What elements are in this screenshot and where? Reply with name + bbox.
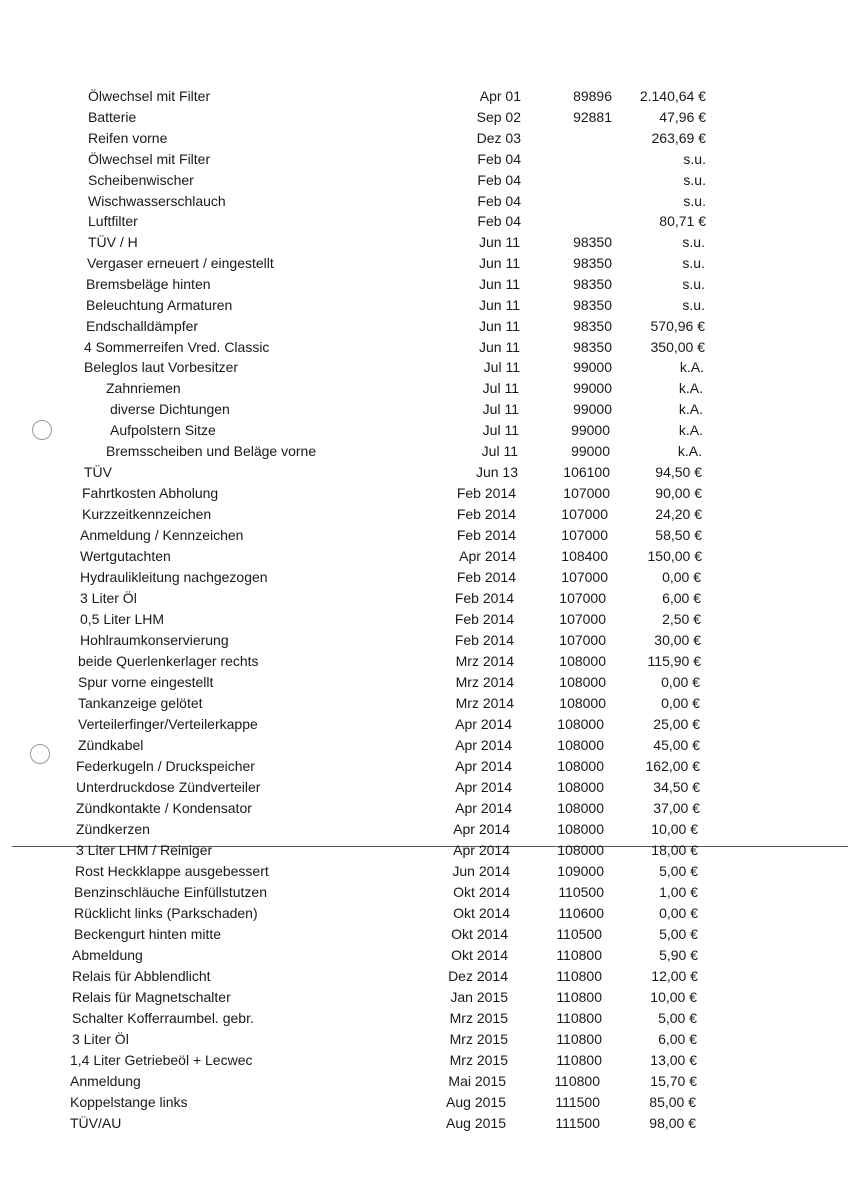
table-row [0, 1113, 849, 1134]
item-mileage: 99000 [573, 401, 612, 417]
table-row [0, 274, 849, 295]
item-date: Feb 2014 [456, 527, 516, 543]
item-description: Verteilerfinger/Verteilerkappe [78, 716, 258, 732]
item-description: Anmeldung / Kennzeichen [80, 527, 244, 543]
item-mileage: 92881 [573, 109, 612, 125]
item-cost: 0,00 € [661, 695, 700, 711]
item-mileage: 107000 [561, 569, 608, 585]
item-cost: 90,00 € [655, 485, 702, 501]
table-row [0, 86, 849, 107]
item-date: Feb 04 [477, 151, 521, 167]
item-description: Benzinschläuche Einfüllstutzen [74, 884, 268, 900]
item-date: Feb 04 [477, 213, 521, 229]
item-cost: 6,00 € [658, 1031, 697, 1047]
item-mileage: 99000 [571, 443, 610, 459]
table-row [0, 107, 849, 128]
item-description: Kurzzeitkennzeichen [82, 506, 212, 522]
item-date: Okt 2014 [451, 947, 508, 963]
item-mileage: 110800 [556, 1052, 602, 1068]
table-row [0, 567, 849, 588]
table-row [0, 1071, 849, 1092]
item-mileage: 107000 [561, 527, 608, 543]
item-cost: s.u. [682, 255, 705, 271]
item-description: 4 Sommerreifen Vred. Classic [84, 339, 270, 355]
item-date: Jul 11 [481, 443, 518, 459]
item-cost: 5,00 € [658, 1010, 697, 1026]
item-mileage: 98350 [573, 339, 612, 355]
item-date: Apr 2014 [455, 758, 512, 774]
item-mileage: 108000 [557, 779, 604, 795]
item-cost: 162,00 € [645, 758, 700, 774]
item-description: TÜV/AU [70, 1115, 122, 1131]
item-date: Dez 03 [476, 130, 521, 146]
item-mileage: 110600 [558, 905, 604, 921]
item-cost: 350,00 € [650, 339, 705, 355]
item-mileage: 108000 [557, 842, 604, 858]
item-description: 3 Liter LHM / Reiniger [76, 842, 213, 858]
table-row [0, 525, 849, 546]
item-mileage: 110800 [556, 989, 602, 1005]
table-row [0, 1050, 849, 1071]
item-description: 1,4 Liter Getriebeöl + Lecwec [70, 1052, 253, 1068]
item-date: Jun 11 [479, 276, 520, 292]
item-description: Batterie [88, 109, 137, 125]
item-cost: 58,50 € [655, 527, 702, 543]
item-cost: 15,70 € [650, 1073, 697, 1089]
item-description: Bremsscheiben und Beläge vorne [106, 443, 317, 459]
table-row [0, 232, 849, 253]
item-cost: k.A. [678, 422, 703, 438]
item-mileage: 110800 [556, 968, 602, 984]
item-date: Okt 2014 [453, 884, 510, 900]
item-description: Zündkabel [78, 737, 144, 753]
item-cost: s.u. [682, 297, 705, 313]
table-row [0, 211, 849, 232]
item-date: Apr 2014 [455, 737, 512, 753]
item-cost: 13,00 € [650, 1052, 697, 1068]
item-description: Beleglos laut Vorbesitzer [84, 359, 239, 375]
item-cost: 45,00 € [653, 737, 700, 753]
item-date: Feb 2014 [456, 569, 516, 585]
item-date: Mrz 2015 [449, 1010, 508, 1026]
item-date: Apr 2014 [455, 716, 512, 732]
item-cost: 0,00 € [661, 674, 700, 690]
item-mileage: 109000 [557, 863, 604, 879]
table-row [0, 1008, 849, 1029]
item-mileage: 98350 [573, 318, 612, 334]
item-cost: 0,00 € [659, 905, 698, 921]
item-date: Jun 11 [479, 234, 520, 250]
item-mileage: 110500 [558, 884, 604, 900]
table-row [0, 504, 849, 525]
item-mileage: 99000 [573, 380, 612, 396]
item-cost: 85,00 € [649, 1094, 696, 1110]
table-row [0, 420, 849, 441]
item-description: Bremsbeläge hinten [86, 276, 211, 292]
item-date: Aug 2015 [446, 1094, 506, 1110]
item-date: Jul 11 [482, 422, 519, 438]
item-cost: 47,96 € [659, 109, 706, 125]
item-date: Apr 2014 [455, 779, 512, 795]
item-mileage: 98350 [573, 234, 612, 250]
table-row [0, 295, 849, 316]
item-date: Mrz 2015 [449, 1052, 508, 1068]
table-row [0, 399, 849, 420]
item-cost: 24,20 € [655, 506, 702, 522]
item-mileage: 107000 [559, 632, 606, 648]
table-row [0, 588, 849, 609]
item-date: Apr 2014 [455, 800, 512, 816]
item-cost: 25,00 € [653, 716, 700, 732]
item-cost: 5,00 € [659, 863, 698, 879]
item-mileage: 89896 [573, 88, 612, 104]
item-mileage: 108000 [557, 800, 604, 816]
item-cost: 2,50 € [662, 611, 701, 627]
item-mileage: 108000 [557, 758, 604, 774]
item-cost: 150,00 € [647, 548, 702, 564]
item-cost: 94,50 € [655, 464, 702, 480]
table-row [0, 987, 849, 1008]
item-mileage: 107000 [563, 485, 610, 501]
item-mileage: 99000 [573, 359, 612, 375]
item-description: Rost Heckklappe ausgebessert [75, 863, 269, 879]
item-date: Sep 02 [476, 109, 521, 125]
item-mileage: 111500 [555, 1115, 600, 1131]
item-description: TÜV [84, 464, 112, 480]
item-mileage: 98350 [573, 297, 612, 313]
item-date: Mrz 2014 [455, 653, 514, 669]
item-cost: 12,00 € [651, 968, 698, 984]
item-description: 3 Liter Öl [80, 590, 137, 606]
item-mileage: 108000 [557, 716, 604, 732]
item-description: Beckengurt hinten mitte [74, 926, 222, 942]
table-row [0, 483, 849, 504]
item-mileage: 108000 [559, 653, 606, 669]
item-description: Schalter Kofferraumbel. gebr. [72, 1010, 254, 1026]
item-date: Jun 11 [479, 255, 520, 271]
item-cost: 10,00 € [651, 821, 698, 837]
table-row [0, 253, 849, 274]
item-description: Ölwechsel mit Filter [88, 151, 211, 167]
item-date: Apr 2014 [453, 821, 510, 837]
item-mileage: 110500 [556, 926, 602, 942]
item-cost: 0,00 € [662, 569, 701, 585]
item-description: Scheibenwischer [88, 172, 194, 188]
item-date: Apr 2014 [459, 548, 516, 564]
item-description: Zahnriemen [106, 380, 181, 396]
item-cost: k.A. [679, 359, 704, 375]
item-date: Apr 2014 [453, 842, 510, 858]
table-row [0, 651, 849, 672]
table-row [0, 609, 849, 630]
item-cost: s.u. [682, 234, 705, 250]
item-date: Aug 2015 [446, 1115, 506, 1131]
item-description: Beleuchtung Armaturen [86, 297, 233, 313]
item-mileage: 107000 [559, 611, 606, 627]
item-date: Feb 04 [477, 193, 521, 209]
item-date: Feb 2014 [454, 611, 514, 627]
item-mileage: 110800 [556, 1031, 602, 1047]
table-row [0, 337, 849, 358]
item-date: Feb 2014 [454, 590, 514, 606]
item-cost: 6,00 € [662, 590, 701, 606]
item-description: Aufpolstern Sitze [110, 422, 216, 438]
table-row [0, 170, 849, 191]
item-date: Apr 01 [479, 88, 521, 104]
item-cost: 5,00 € [659, 926, 698, 942]
item-description: Unterdruckdose Zündverteiler [76, 779, 261, 795]
item-cost: 37,00 € [653, 800, 700, 816]
item-cost: 1,00 € [659, 884, 698, 900]
item-description: Wischwasserschlauch [88, 193, 226, 209]
item-description: 3 Liter Öl [72, 1031, 129, 1047]
item-mileage: 98350 [573, 255, 612, 271]
table-row [0, 441, 849, 462]
item-mileage: 111500 [555, 1094, 600, 1110]
item-description: diverse Dichtungen [110, 401, 230, 417]
item-mileage: 99000 [571, 422, 610, 438]
table-row [0, 149, 849, 170]
item-description: Relais für Magnetschalter [72, 989, 231, 1005]
item-description: Zündkontakte / Kondensator [76, 800, 252, 816]
item-cost: k.A. [678, 401, 703, 417]
item-date: Jun 11 [479, 318, 520, 334]
item-date: Jun 13 [475, 464, 518, 480]
item-description: Federkugeln / Druckspeicher [76, 758, 255, 774]
item-date: Jul 11 [482, 380, 519, 396]
item-description: 0,5 Liter LHM [80, 611, 165, 627]
item-description: Zündkerzen [76, 821, 150, 837]
table-row [0, 798, 849, 819]
table-row [0, 128, 849, 149]
item-date: Mrz 2014 [455, 695, 514, 711]
item-description: Relais für Abblendlicht [72, 968, 211, 984]
item-mileage: 110800 [556, 1010, 602, 1026]
item-cost: 2.140,64 € [639, 88, 706, 104]
item-date: Jun 2014 [452, 863, 510, 879]
item-description: Ölwechsel mit Filter [88, 88, 211, 104]
item-date: Mrz 2014 [455, 674, 514, 690]
item-date: Mrz 2015 [449, 1031, 508, 1047]
item-description: Abmeldung [72, 947, 143, 963]
item-cost: s.u. [683, 193, 706, 209]
table-row [0, 1029, 849, 1050]
item-cost: s.u. [683, 172, 706, 188]
item-cost: 98,00 € [649, 1115, 696, 1131]
item-description: Hydraulikleitung nachgezogen [80, 569, 268, 585]
table-row [0, 191, 849, 212]
item-description: Tankanzeige gelötet [78, 695, 203, 711]
table-row [0, 756, 849, 777]
item-date: Dez 2014 [448, 968, 508, 984]
item-date: Jul 11 [483, 359, 520, 375]
table-row [0, 735, 849, 756]
item-mileage: 107000 [559, 590, 606, 606]
table-row [0, 840, 849, 861]
item-cost: 80,71 € [659, 213, 706, 229]
item-cost: k.A. [678, 380, 703, 396]
table-row [0, 903, 849, 924]
item-cost: 18,00 € [651, 842, 698, 858]
item-mileage: 108000 [557, 737, 604, 753]
item-description: Luftfilter [88, 213, 138, 229]
table-row [0, 945, 849, 966]
item-date: Jun 11 [479, 339, 520, 355]
table-row [0, 924, 849, 945]
item-cost: 34,50 € [653, 779, 700, 795]
table-row [0, 693, 849, 714]
table-row [0, 819, 849, 840]
item-date: Feb 2014 [456, 506, 516, 522]
item-mileage: 106100 [563, 464, 610, 480]
item-description: Wertgutachten [80, 548, 171, 564]
item-description: Endschalldämpfer [86, 318, 199, 334]
item-cost: 570,96 € [650, 318, 705, 334]
item-cost: 30,00 € [654, 632, 701, 648]
item-date: Feb 2014 [454, 632, 514, 648]
item-description: Vergaser erneuert / eingestellt [87, 255, 274, 271]
item-date: Feb 2014 [456, 485, 516, 501]
item-cost: 115,90 € [647, 653, 701, 669]
table-row [0, 882, 849, 903]
item-date: Jul 11 [482, 401, 519, 417]
table-row [0, 861, 849, 882]
item-cost: 5,90 € [659, 947, 698, 963]
item-mileage: 108000 [559, 695, 606, 711]
item-description: Rücklicht links (Parkschaden) [74, 905, 258, 921]
item-date: Jan 2015 [450, 989, 508, 1005]
item-cost: 263,69 € [651, 130, 706, 146]
table-row [0, 714, 849, 735]
item-date: Okt 2014 [451, 926, 508, 942]
item-mileage: 110800 [556, 947, 602, 963]
item-description: Spur vorne eingestellt [78, 674, 214, 690]
table-row [0, 966, 849, 987]
table-row [0, 378, 849, 399]
item-cost: s.u. [682, 276, 705, 292]
item-mileage: 108400 [561, 548, 608, 564]
table-row [0, 316, 849, 337]
item-cost: s.u. [683, 151, 706, 167]
item-cost: 10,00 € [650, 989, 697, 1005]
item-date: Feb 04 [477, 172, 521, 188]
table-row [0, 1092, 849, 1113]
table-row [0, 672, 849, 693]
item-mileage: 108000 [557, 821, 604, 837]
table-row [0, 546, 849, 567]
item-date: Mai 2015 [448, 1073, 506, 1089]
item-cost: k.A. [677, 443, 702, 459]
item-mileage: 107000 [561, 506, 608, 522]
item-description: Fahrtkosten Abholung [82, 485, 219, 501]
item-description: Koppelstange links [70, 1094, 188, 1110]
item-mileage: 108000 [559, 674, 606, 690]
item-description: TÜV / H [88, 234, 138, 250]
item-description: Hohlraumkonservierung [80, 632, 229, 648]
item-date: Jun 11 [479, 297, 520, 313]
item-description: beide Querlenkerlager rechts [78, 653, 259, 669]
table-row [0, 462, 849, 483]
item-mileage: 110800 [554, 1073, 600, 1089]
table-row [0, 777, 849, 798]
item-description: Anmeldung [70, 1073, 141, 1089]
item-mileage: 98350 [573, 276, 612, 292]
item-description: Reifen vorne [88, 130, 168, 146]
table-row [0, 357, 849, 378]
item-date: Okt 2014 [453, 905, 510, 921]
table-row [0, 630, 849, 651]
